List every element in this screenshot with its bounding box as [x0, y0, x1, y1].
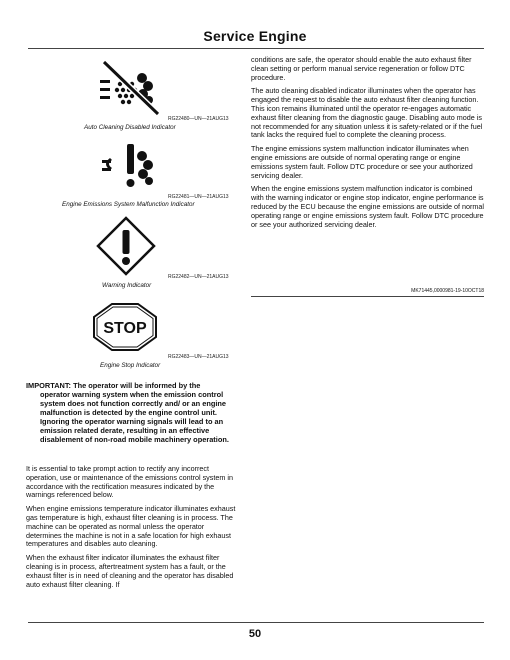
document-code: MK71445,0000981-19-10OCT18: [411, 288, 484, 294]
figure-auto-cleaning-disabled: [26, 56, 238, 136]
figure-caption: Engine Emissions System Malfunction Indicator: [62, 201, 195, 208]
figure-id: RG22482—UN—21AUG13: [168, 274, 229, 280]
important-body: operator warning system when the emission control system does not function correctly and/ or an engine malfunction is detected by the engine control unit. Ignoring the operator warning signals will lead to an emission related derate, resulting in an effective disablement of non-road mobile machinery operation.: [40, 390, 229, 444]
figure-id: RG22480—UN—21AUG13: [168, 116, 229, 122]
section-end-rule: [251, 296, 484, 297]
figure-emissions-malfunction: [26, 138, 238, 210]
figure-warning-indicator: [26, 216, 238, 292]
auto-cleaning-disabled-icon: [96, 56, 166, 120]
paragraph: It is essential to take prompt action to rectify any incorrect operation, use or maintenance of the emissions control system in accordance with the rectification measures indicated by the warnings referenced below.: [26, 464, 233, 500]
figure-caption: Engine Stop Indicator: [100, 362, 161, 369]
emissions-malfunction-icon: [96, 138, 166, 198]
paragraph: When the exhaust filter indicator illuminates the exhaust filter cleaning is in process, aftertreatment system has a fault, or the exhaust filter is in need of cleaning and the operator has disabled auto exhaust filter cleaning. If: [26, 553, 234, 589]
stop-sign-text: STOP: [103, 320, 147, 337]
figure-caption: Warning Indicator: [102, 282, 152, 289]
paragraph: When engine emissions temperature indicator illuminates exhaust gas temperature is high, exhaust filter cleaning is in process. The machine can be operated as normal unless the operator determines the machine is not in a safe location for high exhaust temperatures and disables auto cleaning.: [26, 504, 236, 549]
stop-sign-icon: [92, 302, 158, 352]
page-title: Service Engine: [203, 28, 307, 44]
figure-engine-stop: [26, 302, 238, 372]
page-number: 50: [248, 628, 262, 640]
warning-icon: [96, 216, 156, 276]
important-notice: [26, 381, 238, 444]
paragraph: The auto cleaning disabled indicator illuminates when the operator has engaged the request to disable the auto exhaust filter cleaning function. This icon remains illuminated until the operator re-engages automatic exhaust filter cleaning from the diagnostic gauge. Disabling auto mode is not recommended for any situation unless it is safety-related or if the fuel tank lacks the required fuel to complete the cleaning process.: [251, 86, 483, 140]
paragraph: The engine emissions system malfunction indicator illuminates when engine emissions are outside of normal operating range or engine emissions system fault. Follow DTC procedure or see your authorized servicing dealer.: [251, 144, 473, 180]
important-lead: IMPORTANT: The operator will be informed by the: [26, 381, 201, 390]
figure-id: RG22483—UN—21AUG13: [168, 354, 229, 360]
paragraph: conditions are safe, the operator should enable the auto exhaust filter clean setting or perform manual service regeneration or follow DTC procedure.: [251, 55, 472, 82]
footer-rule: [28, 622, 484, 623]
right-body: [251, 56, 484, 234]
paragraph: When the engine emissions system malfunction indicator is combined with the warning indicator or engine stop indicator, engine performance is reduced by the ECU because the engine emissions are outside of normal operating range or engine emissions system fault. Follow DTC procedure or see your authorized servicing dealer.: [251, 184, 484, 229]
figure-id: RG22481—UN—21AUG13: [168, 194, 229, 200]
figure-caption: Auto Cleaning Disabled Indicator: [84, 124, 176, 131]
header-rule: [28, 48, 484, 49]
left-body: [26, 465, 238, 594]
